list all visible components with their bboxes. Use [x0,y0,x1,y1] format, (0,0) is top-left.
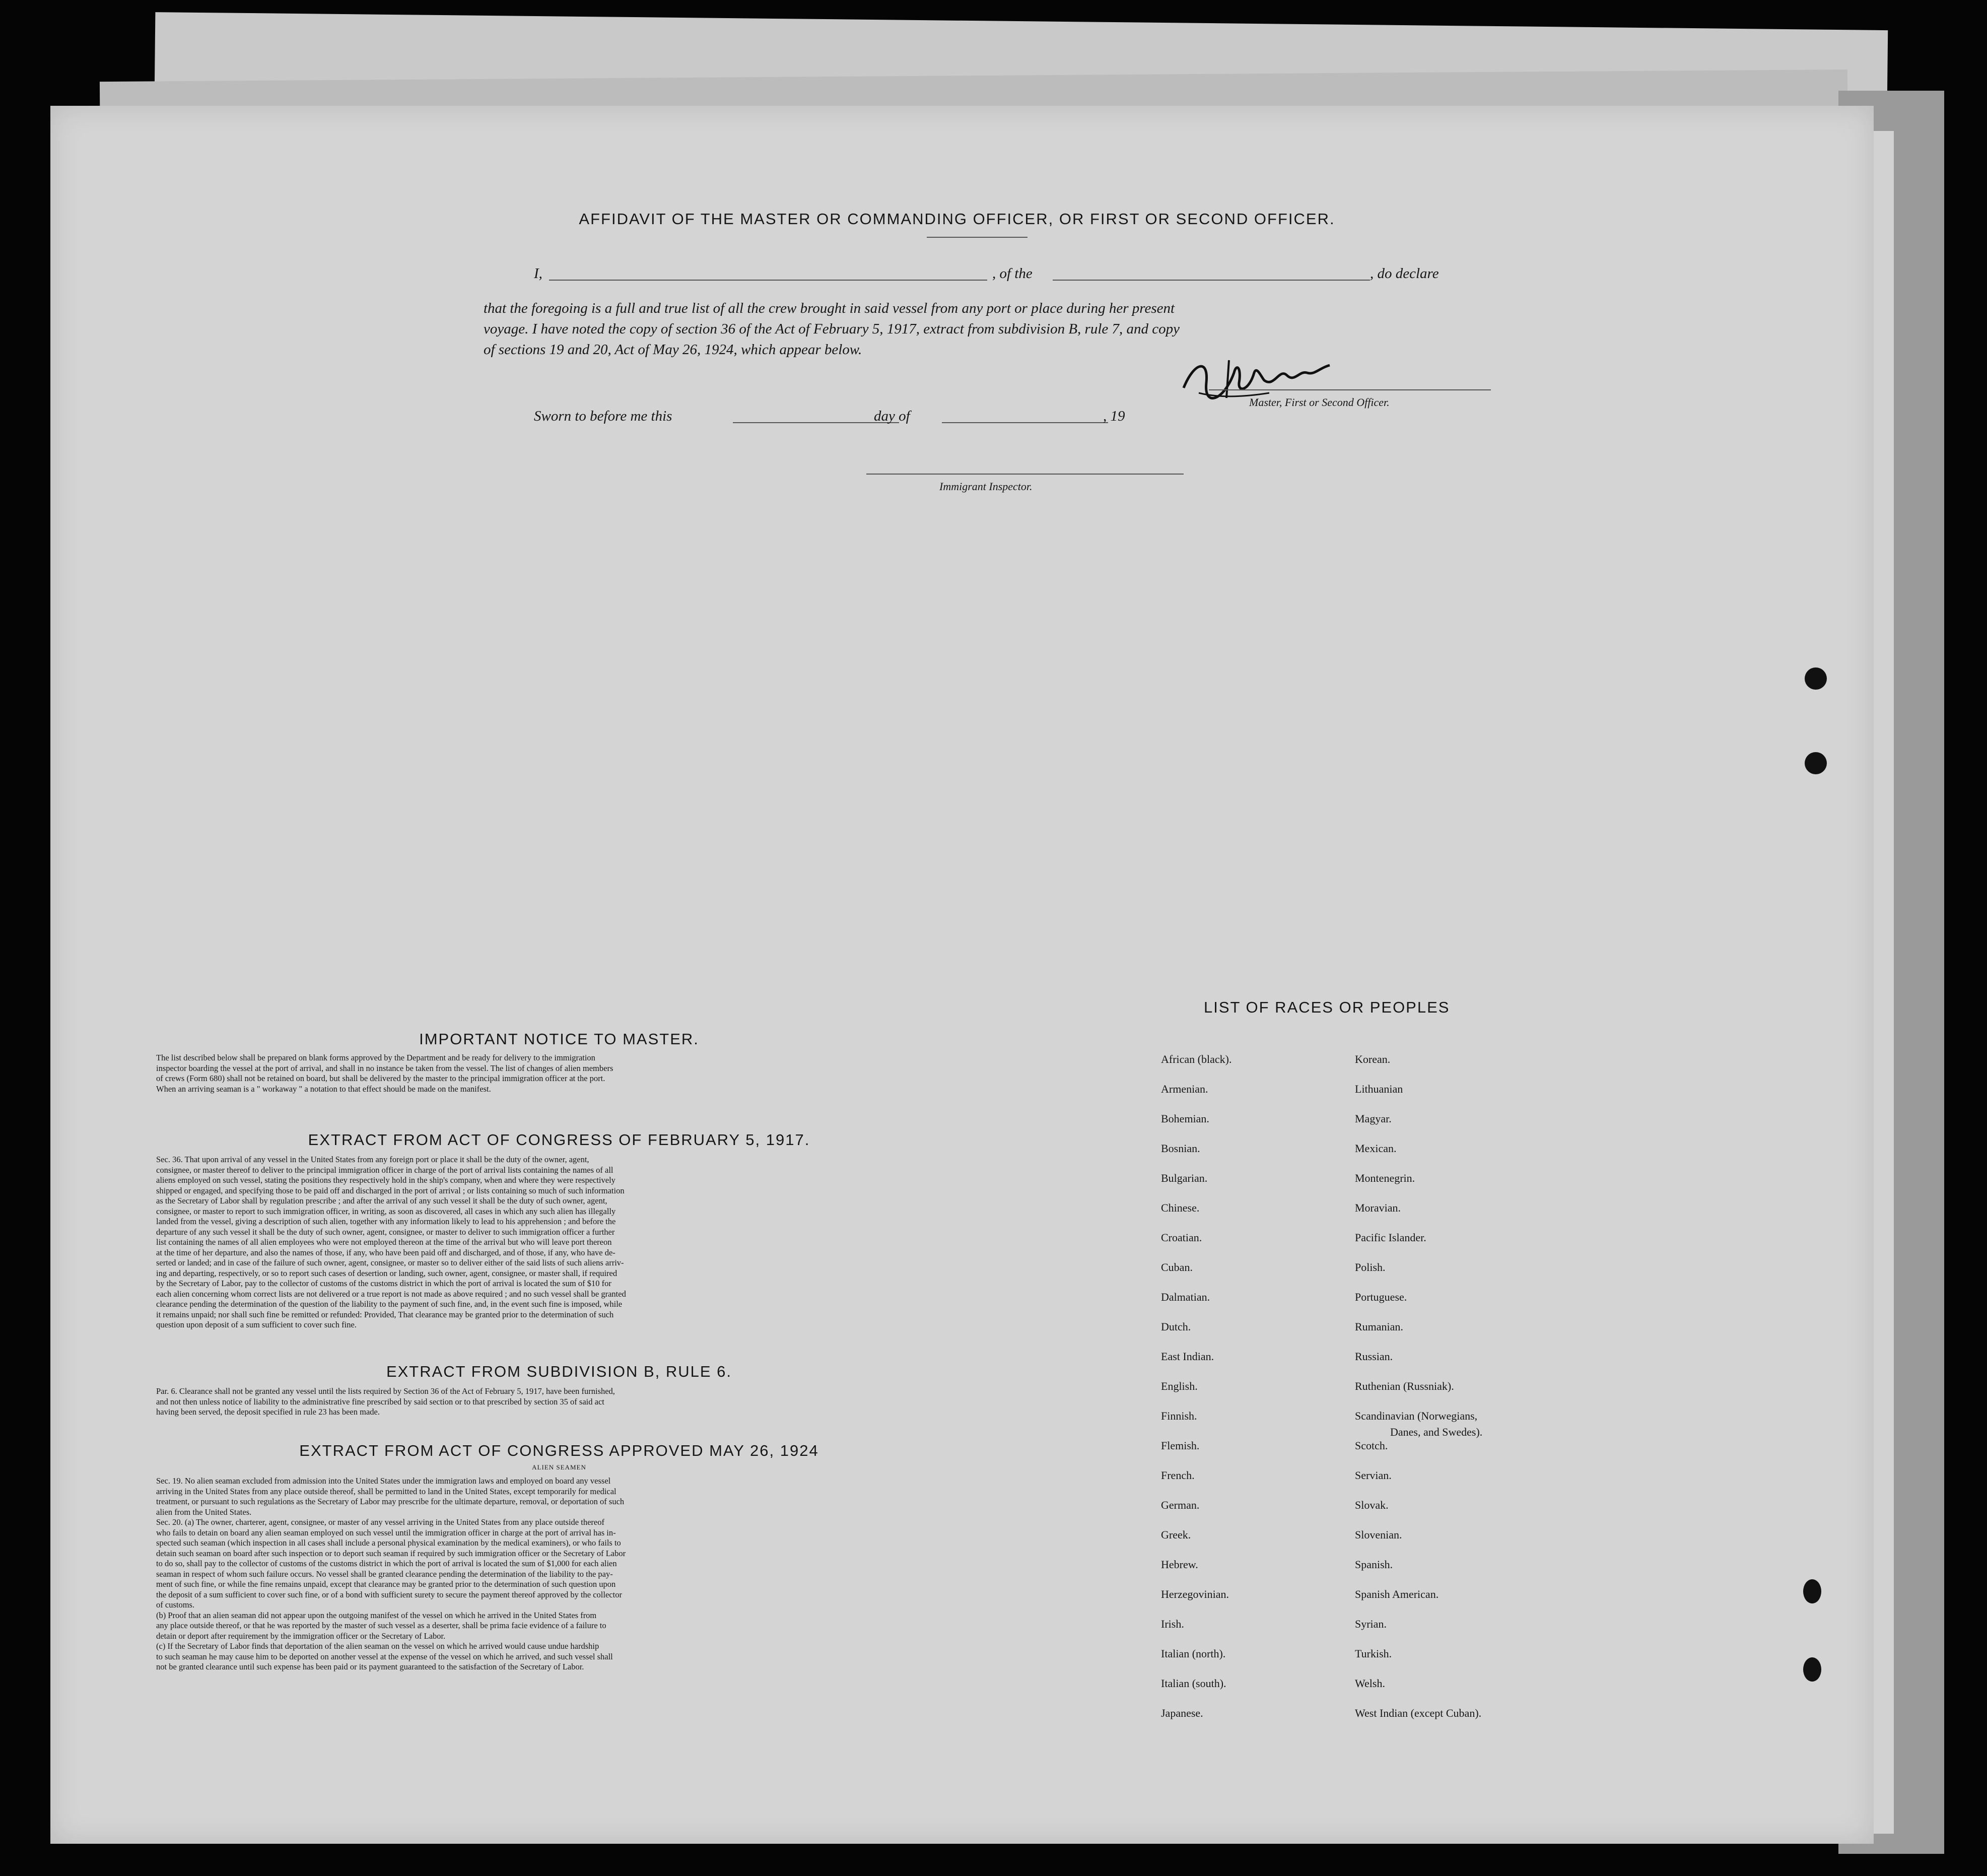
affidavit-body [484,298,1471,360]
extract-1924-line: (b) Proof that an alien seaman did not appear upon the outgoing manifest of the vessel on which he arrived in the United States from [156,1610,597,1620]
extract-1917-line: each alien concerning whom correct lists are not delivered or a true report is not made as above required ; and no such vessel shall be granted [156,1289,626,1299]
extract-1924-line: seaman in respect of whom such failure occurs. No vessel shall be granted clearance pending the determination of the liability to the pay- [156,1569,613,1579]
race-right-item: Portuguese. [1355,1291,1407,1303]
race-left-item: East Indian. [1161,1350,1214,1363]
inspector-caption: Immigrant Inspector. [939,480,1033,493]
extract-rule6-text [156,1386,972,1418]
race-right-item: Welsh. [1355,1677,1385,1690]
extract-1924-line: who fails to detain on board any alien seaman employed on such vessel until the immigration officer in charge at the port of arrival has in- [156,1527,616,1537]
race-right-item: Lithuanian [1355,1083,1403,1095]
extract-1924-line: detain such seaman on board after such inspection or to deport such seaman if required by such immigration officer or the Secretary of Labor [156,1548,626,1558]
extract-rule6-line: Par. 6. Clearance shall not be granted any vessel until the lists required by Section 36 of the Act of February 5, 1917, have been furnished, [156,1386,615,1396]
race-left-item: Chinese. [1161,1201,1200,1214]
do-declare-label: , do declare [1370,265,1439,282]
race-left-item: Hebrew. [1161,1558,1198,1571]
race-right-item: Ruthenian (Russniak). [1355,1380,1454,1392]
affidavit-body-line: voyage. I have noted the copy of section 36 of the Act of February 5, 1917, extract from subdivision B, rule 7, and copy [484,321,1180,337]
notice-line: When an arriving seaman is a " workaway " a notation to that effect should be made on the manifest. [156,1084,491,1094]
extract-1924-line: ment of such fine, or while the fine remains unpaid, except that clearance may be granted prior to the determination of such question upon [156,1579,616,1589]
extract-rule6-title: EXTRACT FROM SUBDIVISION B, RULE 6. [386,1363,732,1380]
extract-1924-line: to do so, shall pay to the collector of customs of the customs district in which the port of arrival is located the sum of $1,000 for each alien [156,1559,617,1568]
race-right-item: West Indian (except Cuban). [1355,1707,1482,1719]
extract-1917-line: consignee, or master to report to such immigration officer, in writing, as soon as discovered, all cases in which any such alien has illegally [156,1206,616,1216]
document-page [50,106,1874,1844]
race-left-item: English. [1161,1380,1198,1392]
extract-1917-line: serted or landed; and in case of the failure of such owner, agent, consignee, or master so to deliver either of the said lists of such aliens arriv- [156,1258,624,1267]
inspector-signature-line[interactable] [866,474,1184,475]
extract-1924-text [156,1476,972,1672]
race-right-item: Korean. [1355,1053,1391,1065]
punch-hole [1805,752,1827,774]
extract-1924-line: alien from the United States. [156,1507,252,1517]
punch-hole [1803,1579,1821,1603]
notice-line: inspector boarding the vessel at the port of arrival, and shall in no instance be taken from the vessel. The list of changes of alien members [156,1063,613,1073]
race-left-item: Flemish. [1161,1439,1200,1452]
extract-1917-line: Sec. 36. That upon arrival of any vessel in the United States from any foreign port or place it shall be the duty of the owner, agent, [156,1155,589,1164]
race-left-item: Greek. [1161,1528,1191,1541]
extract-1924-title: EXTRACT FROM ACT OF CONGRESS APPROVED MAY 26, 1924 [299,1442,819,1459]
extract-1924-line: Sec. 20. (a) The owner, charterer, agent, consignee, or master of any vessel arriving in the United States from any place outside thereof [156,1517,604,1527]
race-right-item: Montenegrin. [1355,1172,1415,1184]
race-left-item: Dutch. [1161,1320,1191,1333]
extract-1917-line: shipped or engaged, and specifying those to be paid off and discharged in the port of arrival ; or lists containing so much of such information [156,1185,625,1195]
race-left-item: German. [1161,1499,1200,1511]
affidavit-title: AFFIDAVIT OF THE MASTER OR COMMANDING OFFICER, OR FIRST OR SECOND OFFICER. [579,210,1335,228]
sworn-month-blank[interactable] [942,422,1108,423]
extract-1917-line: as the Secretary of Labor shall by regulation prescribe ; and after the arrival of any such vessel it shall be the duty of such owner, agent, [156,1196,607,1205]
extract-1924-line: treatment, or pursuant to such regulations as the Secretary of Labor may prescribe for the ultimate departure, removal, or deportation of such [156,1497,625,1506]
race-left-item: Cuban. [1161,1261,1193,1274]
extract-1917-line: clearance pending the determination of the question of the liability to the payment of such fine, and, in the event such fine is imposed, while [156,1299,623,1309]
extract-1924-line: not be granted clearance until such expense has been paid or its payment guaranteed to the satisfaction of the Secretary of Labor. [156,1662,584,1671]
name-blank-line[interactable] [549,280,987,281]
punch-hole [1803,1657,1821,1682]
extract-1924-subtitle: ALIEN SEAMEN [532,1463,586,1471]
extract-1917-line: landed from the vessel, giving a description of such alien, together with any information likely to lead to his apprehension ; and before the [156,1217,616,1226]
extract-1924-line: Sec. 19. No alien seaman excluded from admission into the United States under the immigration laws and employed on board any vessel [156,1476,611,1486]
extract-1917-line: aliens employed on such vessel, stating the positions they respectively hold in the ship's company, when and where they were respectively [156,1175,615,1185]
i-label: I, [534,265,542,282]
race-right-item: Spanish American. [1355,1588,1439,1600]
extract-1924-line: detain or deport after requirement by the immigration officer or the Secretary of Labor. [156,1631,446,1641]
day-of-label: day of [874,408,910,424]
extract-1924-line: any place outside thereof, or that he was reported by the master of such vessel as a deserter, shall be prima facie evidence of a failure to [156,1621,606,1630]
race-left-item: Herzegovinian. [1161,1588,1229,1600]
race-right-item: Pacific Islander. [1355,1231,1426,1244]
race-right-item: Magyar. [1355,1112,1392,1125]
extract-1917-line: it remains unpaid; nor shall such fine be remitted or refunded: Provided, That clearance may be granted prior to the determination of such [156,1309,614,1319]
affidavit-body-line: that the foregoing is a full and true list of all the crew brought in said vessel from any port or place during her present [484,300,1175,316]
race-right-item: Syrian. [1355,1618,1387,1630]
sworn-label: Sworn to before me this [534,408,672,424]
race-right-item: Russian. [1355,1350,1393,1363]
race-left-item: Japanese. [1161,1707,1203,1719]
race-right-item: Moravian. [1355,1201,1401,1214]
notice-line: The list described below shall be prepared on blank forms approved by the Department and be ready for delivery to the immigration [156,1053,595,1062]
notice-title: IMPORTANT NOTICE TO MASTER. [419,1030,699,1048]
race-left-item: Italian (north). [1161,1647,1226,1660]
extract-1917-line: question upon deposit of a sum sufficient to cover such fine. [156,1320,357,1329]
signature-caption: Master, First or Second Officer. [1249,396,1390,409]
notice-text [156,1053,972,1094]
extract-1917-line: consignee, or master thereof to deliver to the principal immigration officer in charge of the port of arrival lists containing the names of all [156,1165,613,1175]
race-left-item: Bulgarian. [1161,1172,1208,1184]
race-left-item: Irish. [1161,1618,1184,1630]
signature-line [1209,389,1491,390]
extract-1924-line: to such seaman he may cause him to be deported on another vessel at the expense of the vessel on which he arrived, and such vessel shall [156,1651,613,1661]
race-left-item: Croatian. [1161,1231,1202,1244]
extract-1924-line: the deposit of a sum sufficient to cover such fine, or of a bond with sufficient surety to secure the payment thereof approved by the collector [156,1589,622,1599]
extract-1917-title: EXTRACT FROM ACT OF CONGRESS OF FEBRUARY 5, 1917. [308,1131,810,1149]
race-left-item: Bohemian. [1161,1112,1209,1125]
race-right-item: Slovenian. [1355,1528,1402,1541]
year-label: , 19 [1103,408,1125,424]
race-left-item: African (black). [1161,1053,1232,1065]
extract-1924-line: arriving in the United States from any place outside thereof, shall be permitted to land in the United States, except temporarily for medical [156,1486,616,1496]
extract-1924-line: of customs. [156,1600,195,1610]
race-left-item: Finnish. [1161,1410,1197,1422]
race-right-item: Spanish. [1355,1558,1393,1571]
race-right-item: Servian. [1355,1469,1392,1482]
extract-1924-line: spected such seaman (which inspection in all cases shall include a personal physical examination by the medical examiners), or who fails to [156,1538,621,1548]
of-the-label: , of the [992,265,1033,282]
race-left-item: Dalmatian. [1161,1291,1210,1303]
extract-1924-line: (c) If the Secretary of Labor finds that deportation of the alien seaman on the vessel on which he arrived would cause undue hardship [156,1641,599,1651]
races-title: LIST OF RACES OR PEOPLES [1204,998,1450,1016]
extract-1917-line: departure of any such vessel it shall be the duty of such owner, agent, consignee, or master to deliver to such immigration officer a further [156,1227,615,1237]
extract-rule6-line: having been served, the deposit specified in rule 23 has been made. [156,1407,380,1417]
race-right-item: Scandinavian (Norwegians, [1355,1410,1478,1422]
race-right-item: Turkish. [1355,1647,1392,1660]
race-left-item: Italian (south). [1161,1677,1226,1690]
master-signature [1179,353,1360,403]
race-left-item: Bosnian. [1161,1142,1200,1155]
notice-line: of crews (Form 680) shall not be retained on board, but shall be delivered by the master to the principal immigration officer at the port. [156,1074,605,1083]
punch-hole [1805,667,1827,690]
race-right-item: Scotch. [1355,1439,1388,1452]
race-right-item: Slovak. [1355,1499,1389,1511]
extract-1917-line: ing and departing, respectively, or so to report such cases of desertion or landing, such owner, agent, consignee, or master shall, if required [156,1268,618,1278]
race-right-item: Polish. [1355,1261,1386,1274]
extract-1917-text [156,1155,972,1330]
vessel-blank-line[interactable] [1053,280,1370,281]
race-right-item: Mexican. [1355,1142,1397,1155]
extract-rule6-line: and not then unless notice of liability to the administrative fine prescribed by said section or to that prescribed by section 35 of said act [156,1396,604,1406]
affidavit-body-line: of sections 19 and 20, Act of May 26, 1924, which appear below. [484,342,862,358]
race-right-item-continuation: Danes, and Swedes). [1390,1426,1483,1438]
title-underline [927,237,1027,238]
race-left-item: Armenian. [1161,1083,1208,1095]
race-right-item: Rumanian. [1355,1320,1403,1333]
extract-1917-line: list containing the names of all alien employees who were not employed thereon at the time of the arrival but who will leave port thereon [156,1237,612,1247]
race-left-item: French. [1161,1469,1195,1482]
extract-1917-line: by the Secretary of Labor, pay to the collector of customs of the customs district in which the port of arrival is located the sum of $10 for [156,1279,611,1288]
extract-1917-line: at the time of her departure, and also the names of those, if any, who have been paid off and discharged, and of those, if any, who have de- [156,1247,615,1257]
